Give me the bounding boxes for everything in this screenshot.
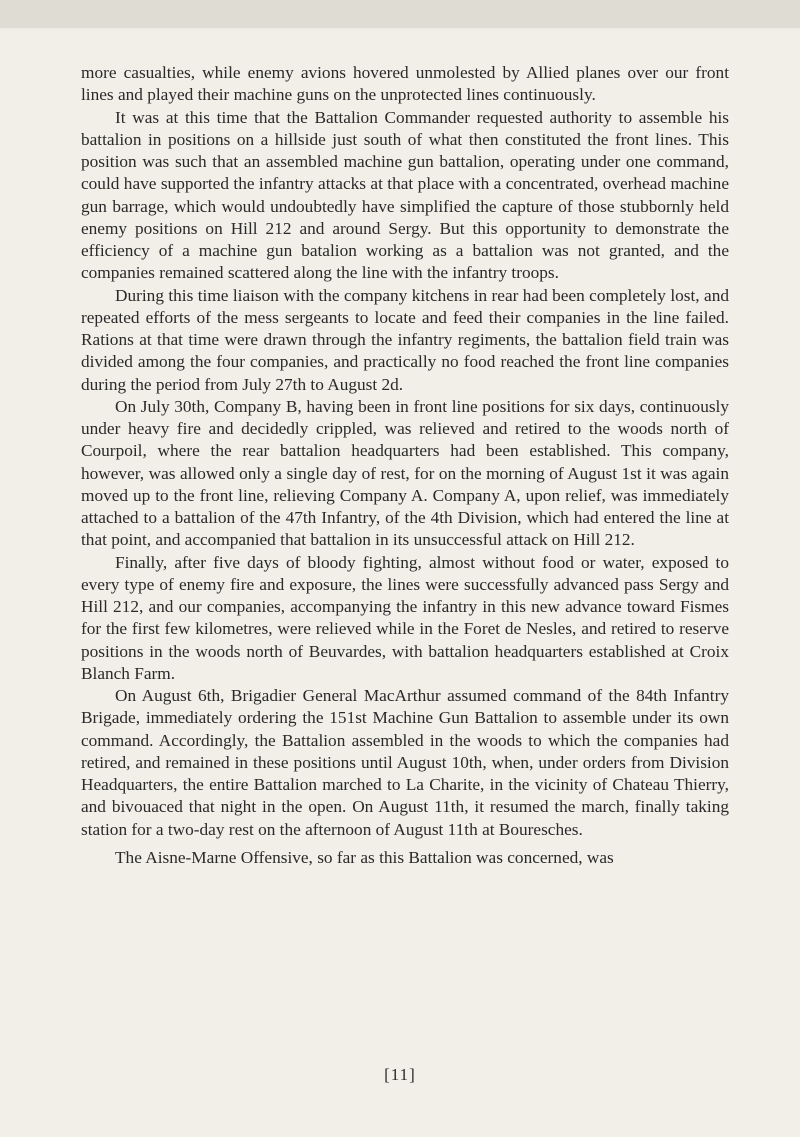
paragraph-macarthur-command: On August 6th, Brigadier General MacArthur assumed command of the 84th Infantry Brigade, immediately ordering the 151st Machine Gun Battalion to assemble under its own command. Accordingly, the Battalion assembled in the woods to which the companies had retired, and remained in these positions until August 10th, when, under orders from Division Headquarters, the entire Battalion marched to La Charite, in the vicinity of Chateau Thierry, and bivouaced that night in the open. On August 11th, it resumed the march, finally taking station for a two-day rest on the afternoon of August 11th at Bouresches. <box>81 686 729 839</box>
paragraph-continuation: more casualties, while enemy avions hovered unmolested by Allied planes over our front lines and played their machine guns on the unprotected lines continuously. <box>81 63 729 105</box>
facing-page-bleed <box>0 0 800 28</box>
paragraph-battalion-commander: It was at this time that the Battalion Commander requested authority to assemble his battalion in positions on a hillside just south of what then constituted the front lines. This position was such that an assembled machine gun battalion, operating under one command, could have supported the infantry attacks at that place with a concentrated, overhead machine gun barrage, which would undoubtedly have simplified the capture of those stubbornly held enemy positions on Hill 212 and around Sergy. But this opportunity to demonstrate the efficiency of a machine gun batalion working as a battalion was not granted, and the companies remained scattered along the line with the infantry troops. <box>81 107 729 283</box>
body-text <box>81 62 729 869</box>
paragraph-five-days-fighting: Finally, after five days of bloody fighting, almost without food or water, exposed to every type of enemy fire and exposure, the lines were successfully advanced pass Sergy and Hill 212, and our companies, accompanying the infantry in this new advance toward Fismes for the first few kilometres, were relieved while in the Foret de Nesles, and retired to reserve positions in the woods north of Beuvardes, with battalion headquarters established at Croix Blanch Farm. <box>81 552 729 683</box>
paragraph-liaison-kitchens: During this time liaison with the company kitchens in rear had been completely lost, and repeated efforts of the mess sergeants to locate and feed their companies in the line failed. Rations at that time were drawn through the infantry regiments, the battalion field train was divided among the four companies, and practically no food reached the front line companies during the period from July 27th to August 2d. <box>81 285 729 394</box>
paragraph-aisne-marne: The Aisne-Marne Offensive, so far as this Battalion was concerned, was <box>115 847 614 867</box>
paragraph-company-b-relief: On July 30th, Company B, having been in front line positions for six days, continuously under heavy fire and decidedly crippled, was relieved and retired to the woods north of Courpoil, where the rear battalion headquarters had been established. This company, however, was allowed only a single day of rest, for on the morning of August 1st it was again moved up to the front line, relieving Company A. Company A, upon relief, was immediately attached to a battalion of the 47th Infantry, of the 4th Division, which had entered the line at that point, and accompanied that battalion in its unsuccessful attack on Hill 212. <box>81 396 729 550</box>
page-number: [11] <box>384 1065 416 1084</box>
